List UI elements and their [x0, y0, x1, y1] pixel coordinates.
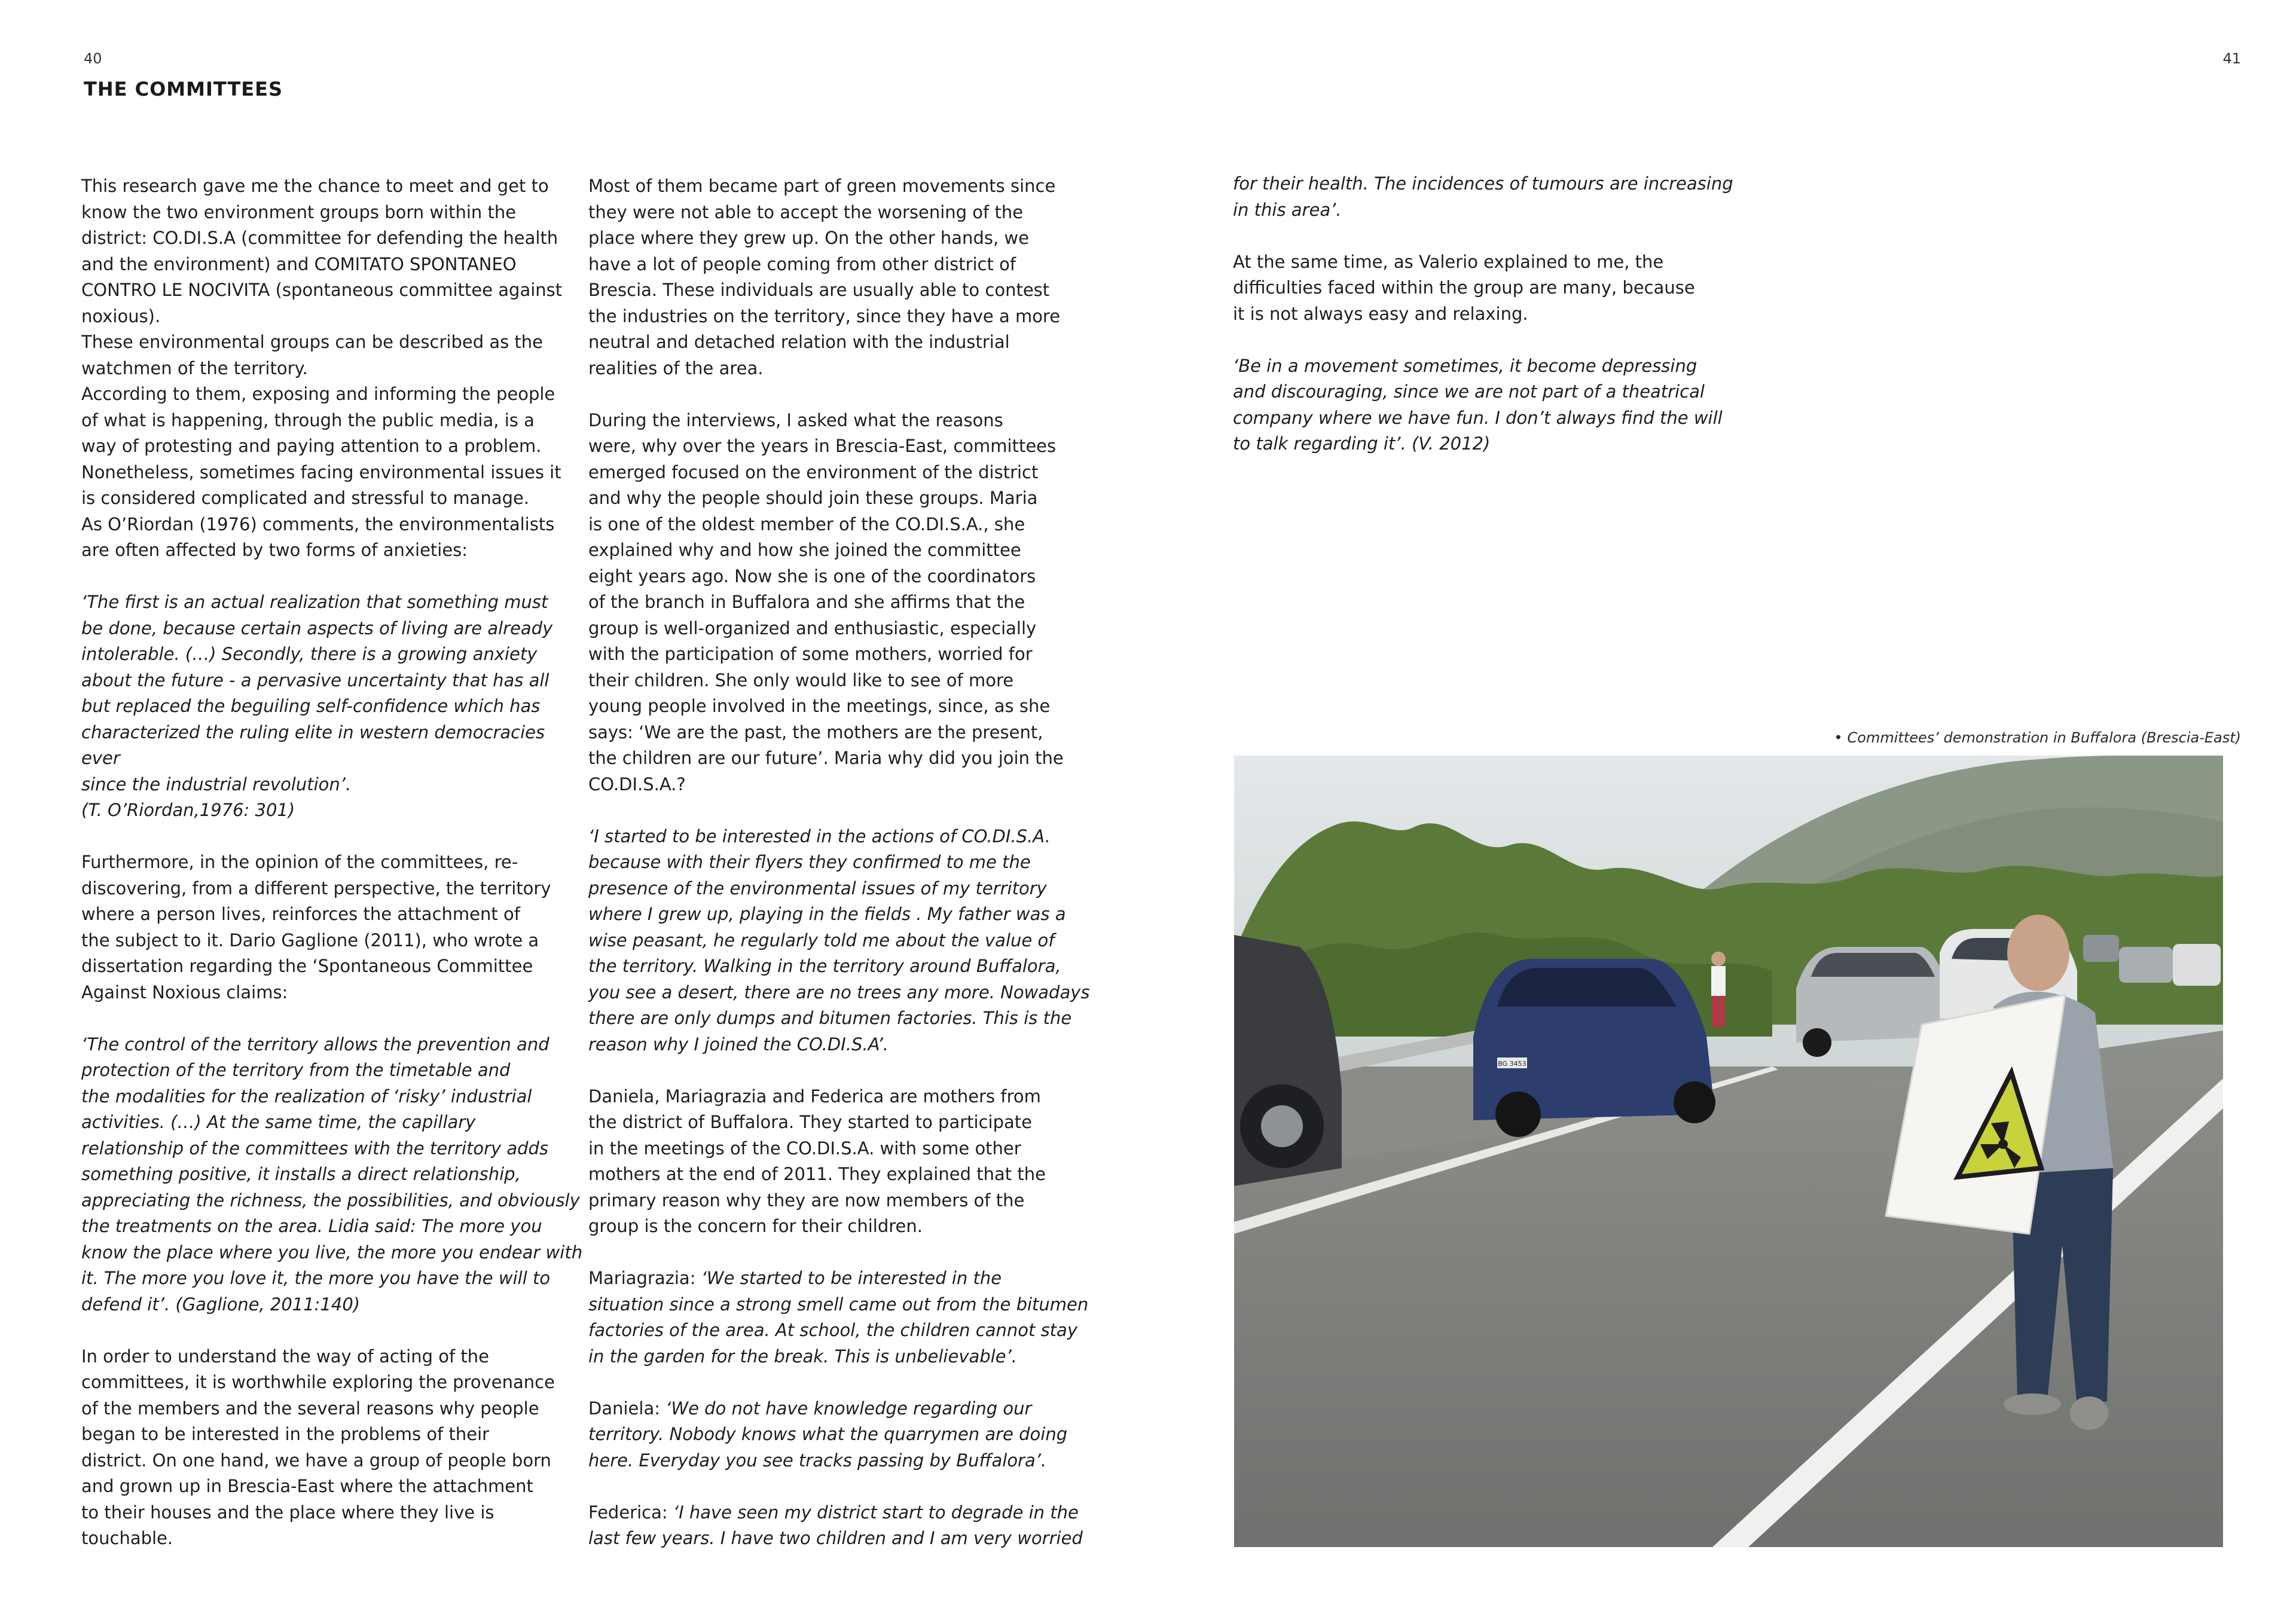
photo-illustration [1234, 756, 2223, 1547]
quote-daniela [588, 1396, 1091, 1474]
speaker-label: Federica: [588, 1502, 673, 1523]
caption-text: Committees’ demonstration in Buffalora (Brescia-East) [1847, 729, 2241, 746]
paragraph: Daniela, Mariagrazia and Federica are mothers from the district of Buffalora. They started to participate in the meetings of the CO.DI.S.A. with some other mothers at the end of 2011. They explained that the primary reason why they are now members of the group is the concern for their children. [588, 1086, 1046, 1236]
quote-gaglione: ‘The control of the territory allows the prevention and protection of the territory from the timetable and the modalities for the realization of ‘risky’ industrial activities. (…) At the same time, the capillary relationship of the committees with the territory adds something positive, it installs a direct relationship, appreciating the richness, the possibilities, and obviously the treatments on the area. Lidia said: The more you know the place where you live, the more you endear with it. The more you love it, the more you have the will to defend it’. (Gaglione, 2011:140) [81, 1034, 583, 1315]
quote-valerio: ‘Be in a movement sometimes, it become depressing and discouraging, since we are not part of a theatrical company where we have fun. I don’t always find the will to talk regarding it’. (V. 2012) [1233, 355, 1723, 454]
paragraph: Furthermore, in the opinion of the committees, re- discovering, from a different perspective, the territory where a person lives, reinforces the attachment of the subject to it. Dario Gaglione (2011), who wrote a dissertation regarding the ‘Spontaneous Committee Against Noxious claims: [81, 852, 551, 1002]
speaker-label: Daniela: [588, 1398, 666, 1419]
photo-caption [1834, 729, 2241, 746]
speaker-label: Mariagrazia: [588, 1268, 701, 1288]
paragraph: This research gave me the chance to meet and get to know the two environment groups born within the district: CO.DI.S.A (committee for defending the health and the environment) and COMITATO SPONTANEO CONTRO LE NOCIVITA (spontaneous committee against noxious). These environmental groups can be described as the watchmen of the territory. According to them, exposing and informing the people of what is happening, through the public media, is a way of protesting and paying attention to a problem. Nonetheless, sometimes facing environmental issues it is considered complicated and stressful to manage. As O’Riordan (1976) comments, the environmentalists are often affected by two forms of anxieties: [81, 176, 563, 560]
quote-text: ‘We started to be interested in the situation since a strong smell came out from the bitumen factories of the area. At school, the children cannot stay in the garden for the break. This is unbelievable’. [588, 1268, 1089, 1367]
text-column-3 [1233, 171, 1735, 457]
paragraph: At the same time, as Valerio explained to me, the difficulties faced within the group are many, because it is not always easy and relaxing. [1233, 251, 1695, 324]
paragraph: In order to understand the way of acting of the committees, it is worthwhile exploring the provenance of the members and the several reasons why people began to be interested in the problems of their district. On one hand, we have a group of people born and grown up in Brescia-East where the attachment to their houses and the place where they live is touchable. [81, 1346, 555, 1548]
quote-oriordan: ‘The first is an actual realization that something must be done, because certain aspects of living are already intolerable. (…) Secondly, there is a growing anxiety about the future - a pervasive uncertainty that has all but replaced the beguiling self-confidence which has characterized the ruling elite in western democracies ever since the industrial revolution’. (T. O’Riordan,1976: 301) [81, 592, 553, 820]
page-number-left: 40 [84, 50, 102, 67]
paragraph: During the interviews, I asked what the reasons were, why over the years in Brescia-East, committees emerged focused on the environment of the district and why the people should join these groups. Maria is one of the oldest member of the CO.DI.S.A., she explained why and how she joined the committee eight years ago. Now she is one of the coordinators of the branch in Buffalora and she affirms that the group is well-organized and enthusiastic, especially with the participation of some mothers, worried for their children. She only would like to see of more young people involved in the meetings, since, as she says: ‘We are the past, the mothers are the present, the children are our future’. Maria why did you join the CO.DI.S.A.? [588, 409, 1064, 794]
quote-federica [588, 1500, 1091, 1552]
car-blue [1473, 959, 1715, 1137]
section-title: THE COMMITTEES [84, 78, 283, 100]
quote-text: ‘We do not have knowledge regarding our territory. Nobody knows what the quarrymen are doing here. Everyday you see tracks passing by Buffalora’. [588, 1398, 1068, 1471]
quote-text: ‘I have seen my district start to degrade in the last few years. I have two children and I am very worried [588, 1502, 1083, 1548]
quote-mariagrazia [588, 1266, 1091, 1370]
photo-demonstration [1234, 756, 2223, 1547]
quote-federica-continued: for their health. The incidences of tumours are increasing in this area’. [1233, 173, 1733, 220]
quote-maria: ‘I started to be interested in the actions of CO.DI.S.A. because with their flyers they confirmed to me the presence of the environmental issues of my territory where I grew up, playing in the fields . My father was a wise peasant, he regularly told me about the value of the territory. Walking in the territory around Buffalora, you see a desert, there are no trees any more. Nowadays there are only dumps and bitumen factories. This is the reason why I joined the CO.DI.S.A’. [588, 826, 1090, 1055]
license-plate: BG 3453 [1498, 1060, 1526, 1068]
page-number-right: 41 [2222, 50, 2241, 67]
text-column-1 [81, 173, 584, 1552]
text-column-2 [588, 173, 1091, 1552]
bullet: • [1834, 729, 1843, 746]
paragraph: Most of them became part of green movements since they were not able to accept the worsening of the place where they grew up. On the other hands, we have a lot of people coming from other district of Brescia. These individuals are usually able to contest the industries on the territory, since they have a more neutral and detached relation with the industrial realities of the area. [588, 176, 1061, 378]
